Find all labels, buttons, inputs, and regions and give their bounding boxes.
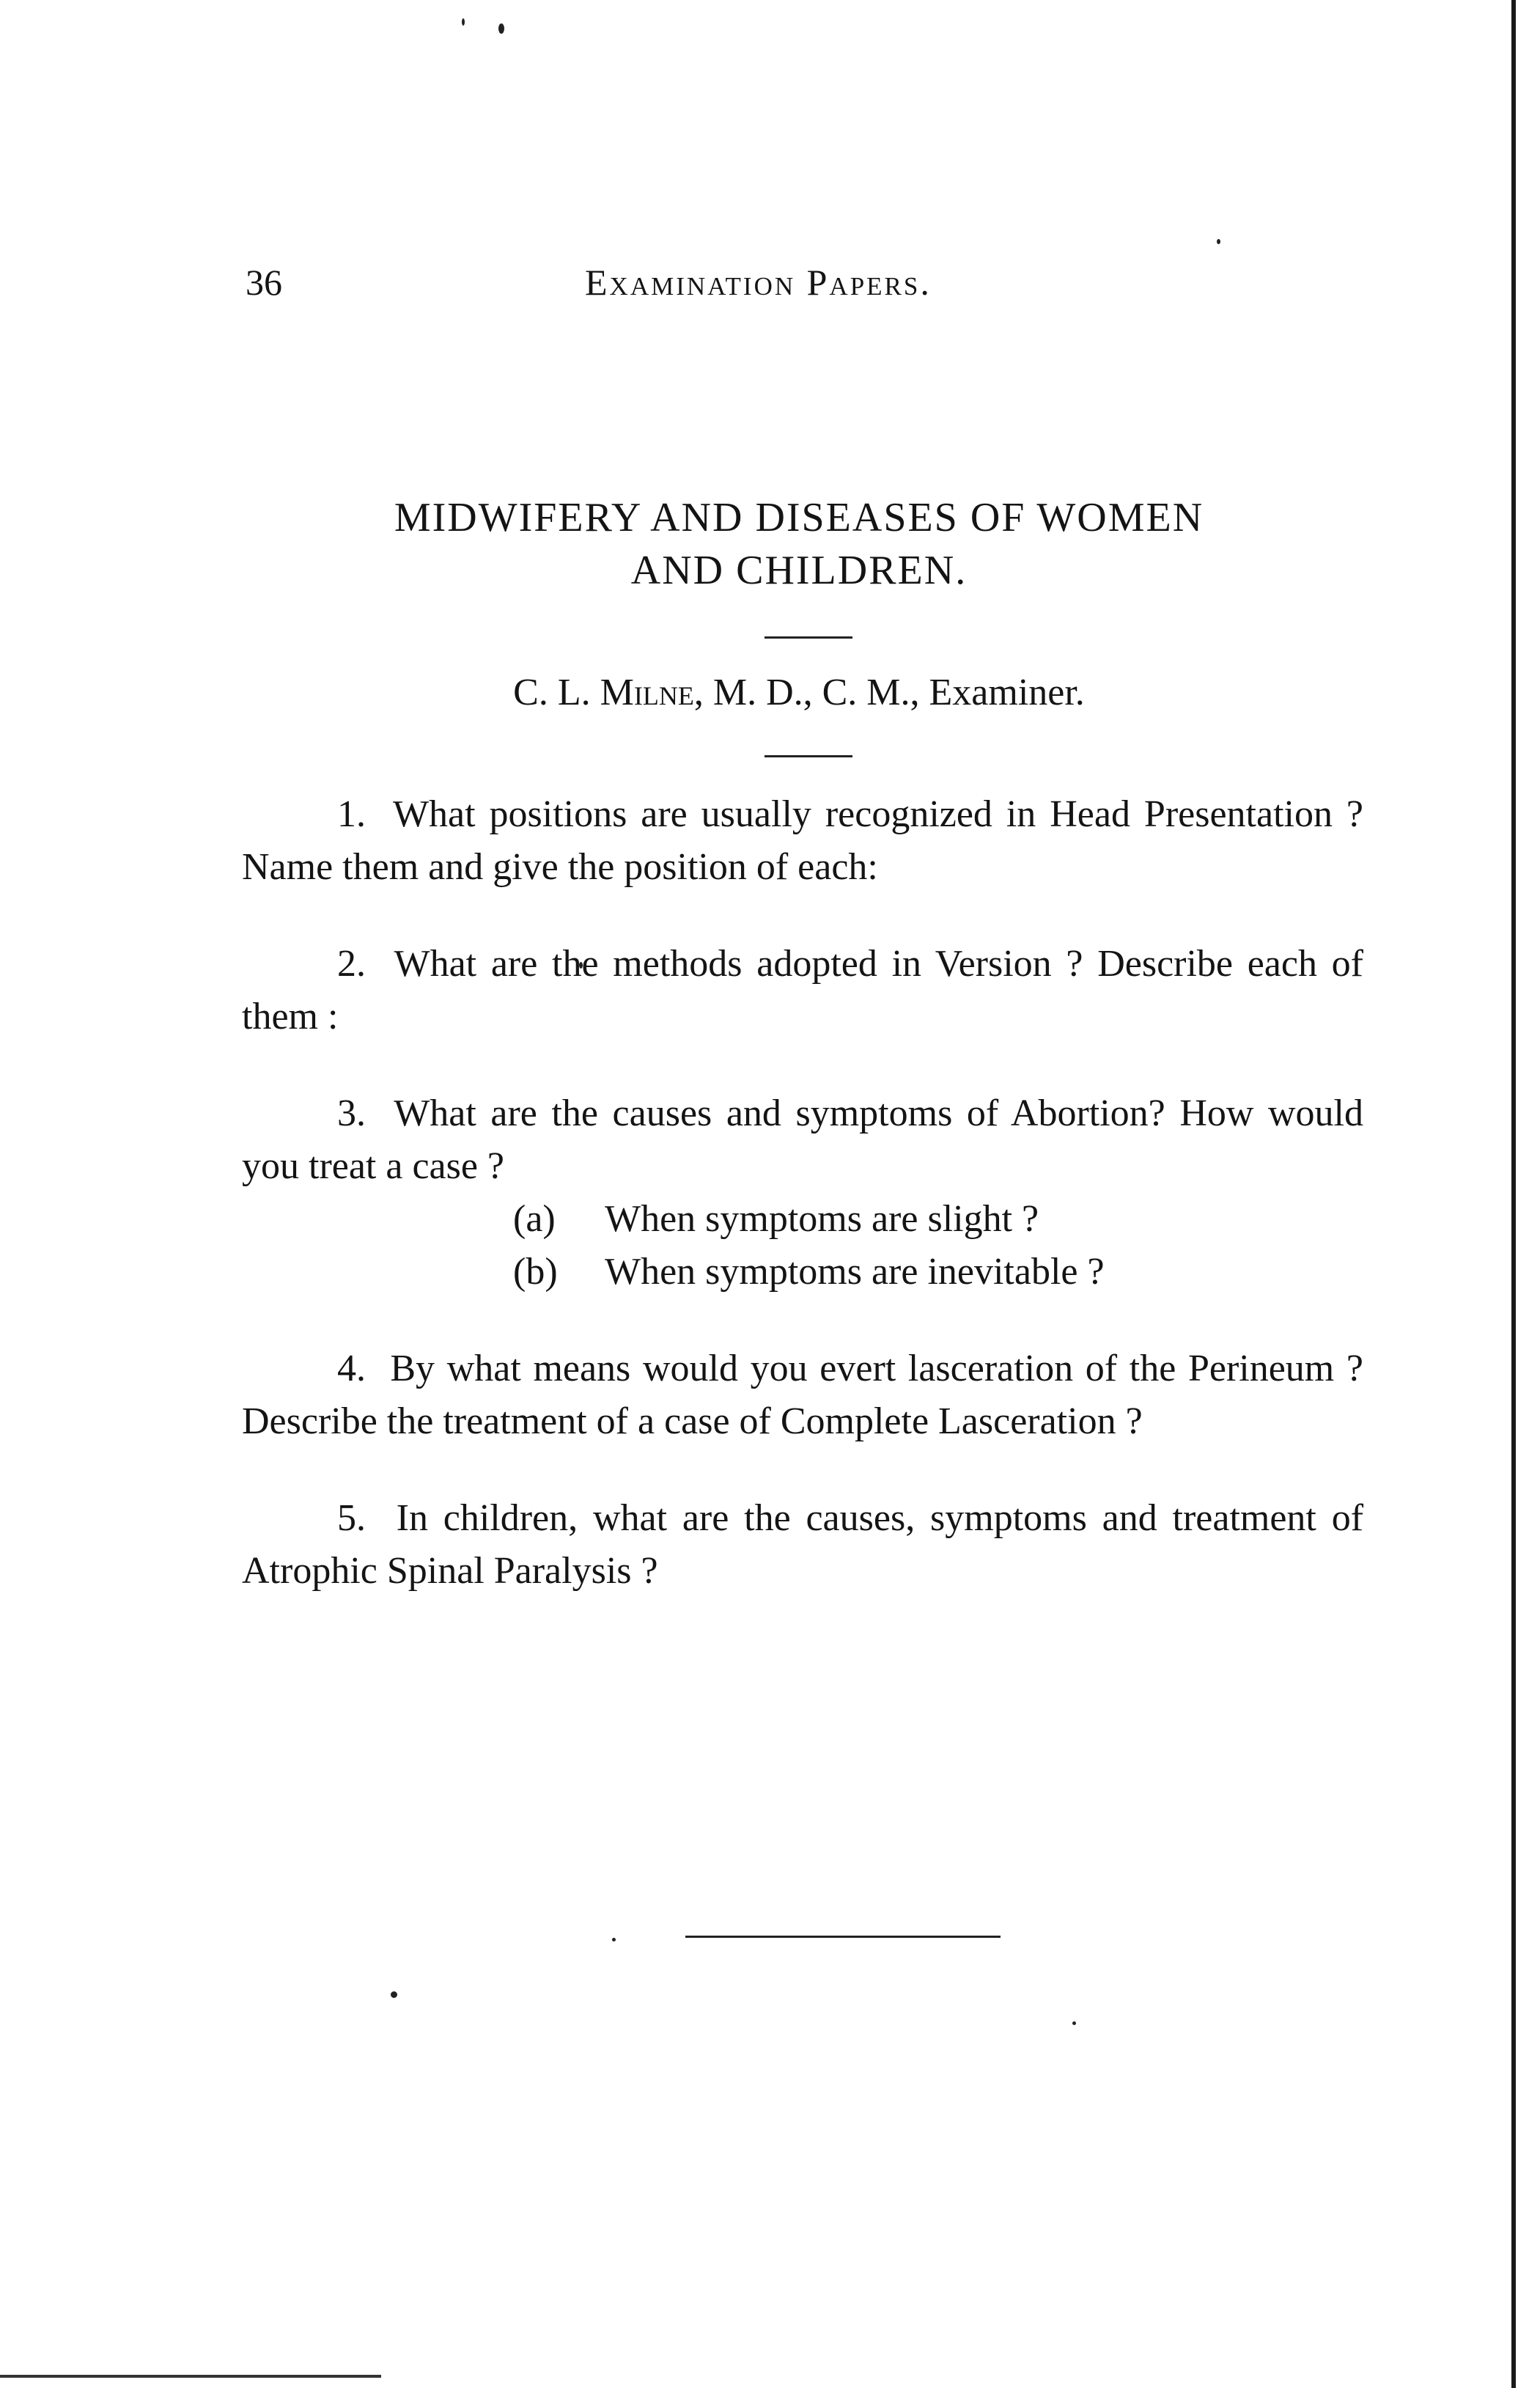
examiner-credentials: , M. D., C. M., Examiner. bbox=[693, 672, 1085, 713]
section-title bbox=[242, 491, 1356, 597]
subpart-label: (a) bbox=[513, 1198, 556, 1240]
title-divider bbox=[765, 636, 852, 639]
examiner-initials: C. L. bbox=[513, 672, 600, 713]
question-text: What are the causes and symptoms of Abortion? How would you treat a case ? bbox=[242, 1092, 1363, 1187]
subpart-text: When symptoms are inevitable ? bbox=[605, 1251, 1105, 1293]
examiner-divider bbox=[765, 755, 852, 757]
question-3-body bbox=[242, 1087, 1363, 1193]
question-number: 2. bbox=[337, 943, 366, 985]
question-2 bbox=[242, 938, 1363, 1043]
page-edge-rule bbox=[1511, 0, 1516, 2388]
examiner-name: Milne bbox=[600, 672, 694, 713]
bottom-edge-rule bbox=[0, 2375, 381, 2378]
question-text: What are the methods adopted in Version ? Describe each of them : bbox=[242, 943, 1363, 1037]
ink-speck bbox=[1217, 239, 1220, 244]
ink-speck bbox=[462, 18, 465, 26]
question-1 bbox=[242, 788, 1363, 894]
question-list bbox=[242, 788, 1363, 1642]
examiner-line bbox=[242, 667, 1356, 719]
question-text: What positions are usually recognized in Head Presentation ? Name them and give the position of each: bbox=[242, 793, 1363, 888]
question-3 bbox=[242, 1087, 1363, 1298]
closing-rule bbox=[685, 1936, 1001, 1938]
question-number: 5. bbox=[337, 1497, 366, 1539]
subpart-b bbox=[242, 1246, 1363, 1298]
ink-speck bbox=[612, 1938, 616, 1941]
question-number: 3. bbox=[337, 1092, 366, 1134]
question-5 bbox=[242, 1492, 1363, 1598]
question-text: By what means would you evert lasceration of the Perineum ? Describe the treatment of a case of Complete Lasceration ? bbox=[242, 1348, 1363, 1442]
section-title-line-2: AND CHILDREN. bbox=[630, 548, 968, 593]
subpart-text: When symptoms are slight ? bbox=[605, 1198, 1039, 1240]
page-number: 36 bbox=[246, 262, 282, 303]
running-head-title: Examination Papers. bbox=[585, 262, 932, 303]
ink-speck bbox=[498, 23, 504, 34]
question-number: 1. bbox=[337, 793, 366, 835]
question-number: 4. bbox=[337, 1348, 366, 1389]
question-4 bbox=[242, 1342, 1363, 1448]
ink-speck bbox=[391, 1991, 397, 1998]
question-3-subparts bbox=[242, 1193, 1363, 1298]
section-title-line-1: MIDWIFERY AND DISEASES OF WOMEN bbox=[394, 495, 1204, 540]
ink-speck bbox=[1072, 2021, 1076, 2025]
subpart-a bbox=[242, 1193, 1363, 1246]
subpart-label: (b) bbox=[513, 1251, 558, 1293]
question-text: In children, what are the causes, symptoms and treatment of Atrophic Spinal Paralysis ? bbox=[242, 1497, 1364, 1592]
running-head bbox=[0, 257, 1540, 308]
